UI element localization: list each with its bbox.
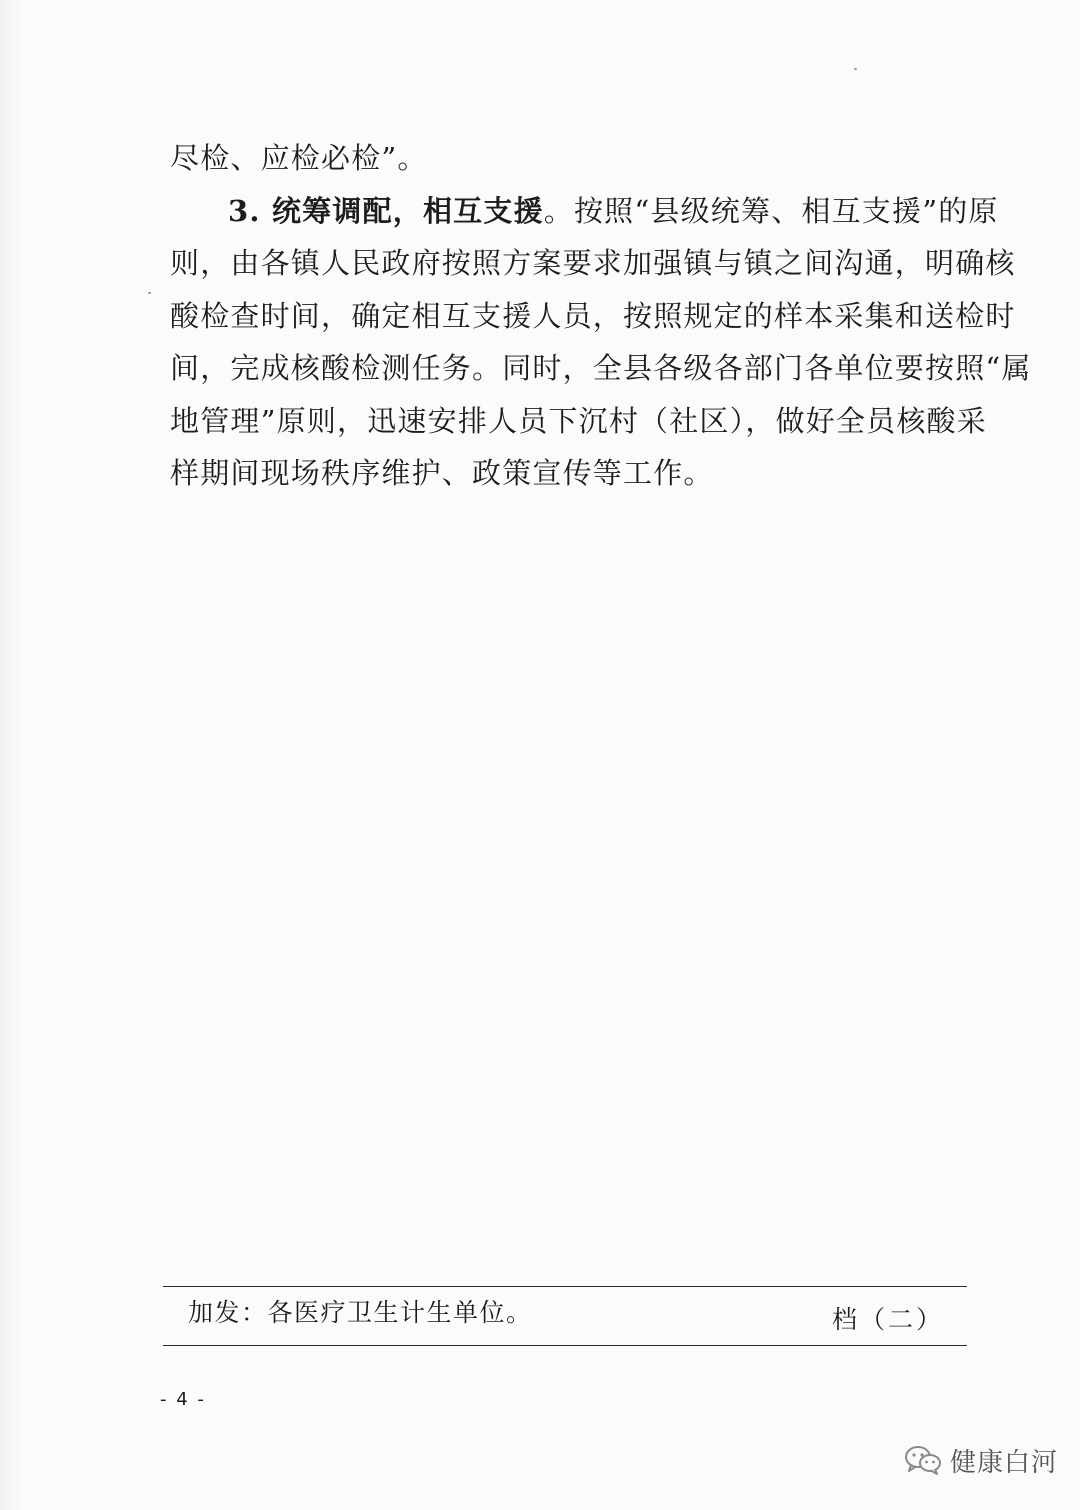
paragraph-line: 酸检查时间，确定相互支援人员，按照规定的样本采集和送检时 <box>170 298 1016 333</box>
body-paragraphs <box>170 132 1032 500</box>
wechat-icon <box>904 1444 942 1476</box>
paragraph-line: 地管理”原则，迅速安排人员下沉村（社区），做好全员核酸采 <box>170 403 987 438</box>
section-heading: 3. 统筹调配，相互支援 <box>228 193 544 228</box>
paragraph-line: 尽检、应检必检”。 <box>170 141 428 175</box>
paragraph-line: 样期间现场秩序维护、政策宣传等工作。 <box>170 456 714 490</box>
file-mark: 档（二） <box>832 1305 945 1334</box>
cc-distribution: 加发：各医疗卫生计生单位。 <box>188 1298 533 1327</box>
paragraph-line: 间，完成核酸检测任务。同时，全县各级各部门各单位要按照“属 <box>170 351 1032 385</box>
heading-punctuation: 。 <box>543 193 574 228</box>
divider-top <box>163 1286 967 1287</box>
watermark <box>904 1440 1058 1480</box>
paragraph-line <box>170 185 999 238</box>
scan-speck <box>148 292 151 294</box>
scan-speck <box>854 68 857 70</box>
paragraph-line: 则，由各镇人民政府按照方案要求加强镇与镇之间沟通，明确核 <box>170 246 1016 280</box>
divider-bottom <box>163 1345 967 1346</box>
watermark-text: 健康白河 <box>950 1447 1059 1478</box>
paragraph-line-text: 按照“县级统筹、相互支援”的原 <box>573 193 999 228</box>
page-number: - 4 - <box>160 1389 206 1410</box>
